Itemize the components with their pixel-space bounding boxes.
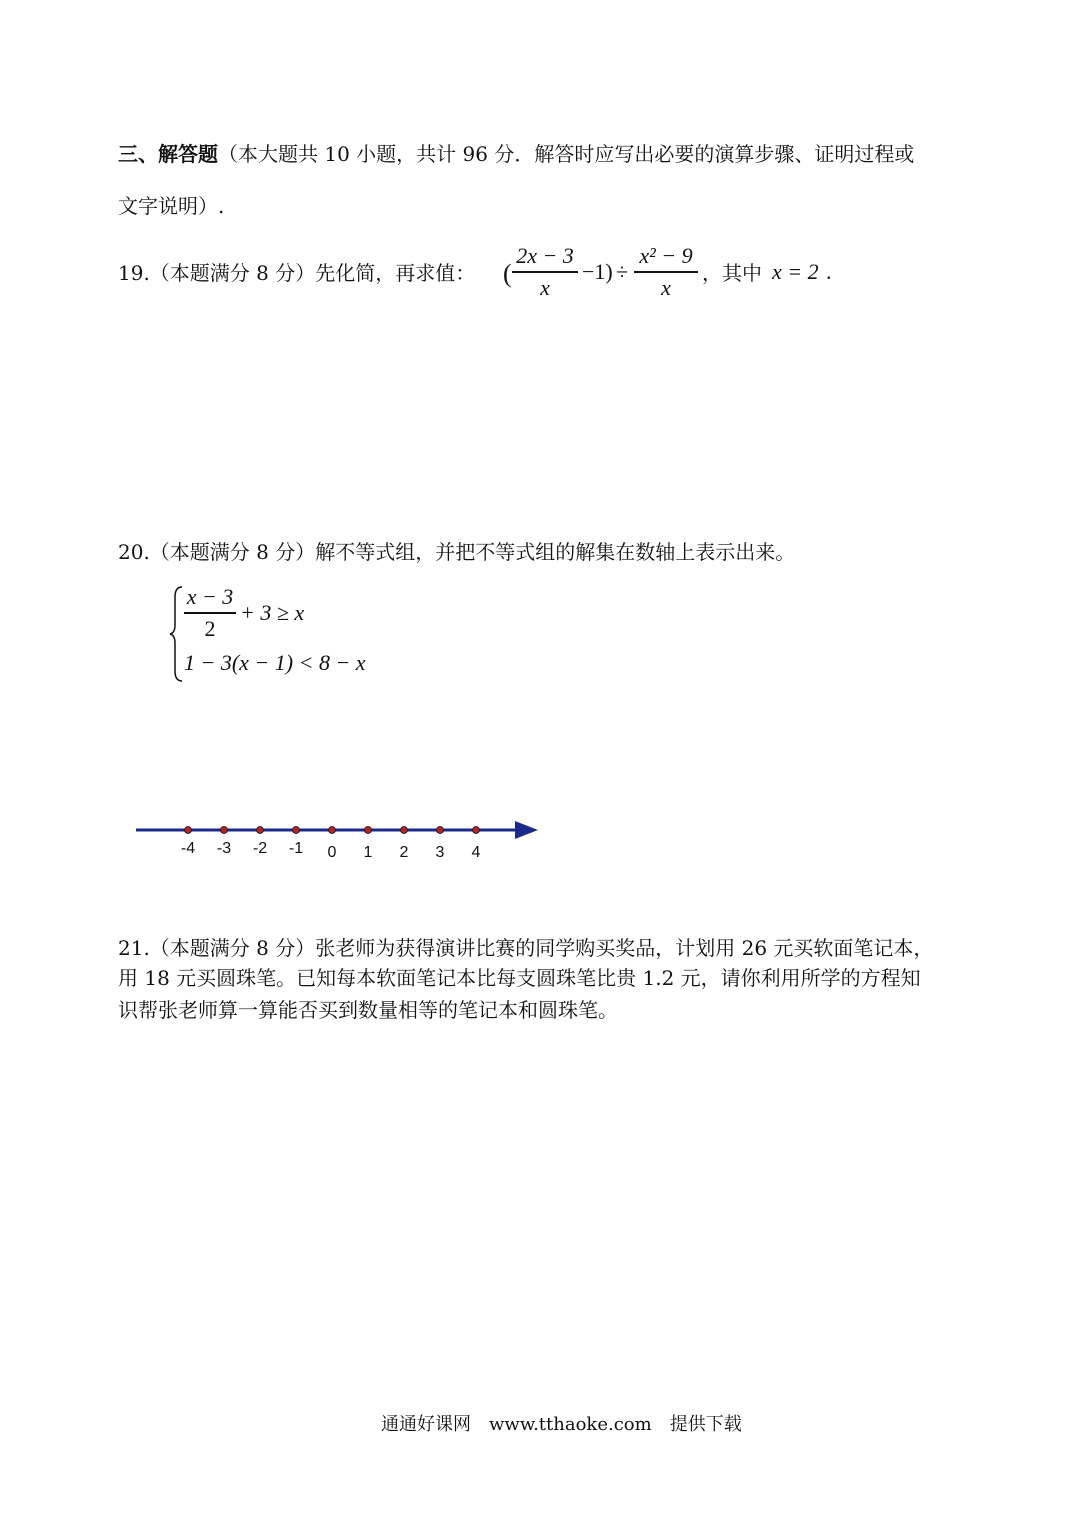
section-intro-line2: 文字说明）. (118, 194, 225, 218)
q19-frac2-bar (634, 271, 698, 273)
q19-frac1-bar (512, 271, 578, 273)
number-line-tick-label: -4 (180, 840, 196, 857)
q21-line3: 识帮张老师算一算能否买到数量相等的笔记本和圆珠笔。 (118, 998, 618, 1022)
q19-minus-one: −1) (582, 259, 613, 284)
number-line-point (365, 827, 372, 834)
number-line-tick-label: -2 (252, 840, 268, 857)
number-line-point (473, 827, 480, 834)
q21-line2: 用 18 元买圆珠笔。已知每本软面笔记本比每支圆珠笔比贵 1.2 元，请你利用所学的方程知 (118, 966, 921, 990)
number-line-point (401, 827, 408, 834)
number-line-arrow (515, 821, 538, 839)
q20-ineq1-numerator: x − 3 (186, 584, 234, 609)
q19-prefix: 19.（本题满分 8 分）先化简，再求值： (118, 261, 476, 285)
q20-prefix: 20.（本题满分 8 分）解不等式组，并把不等式组的解集在数轴上表示出来。 (118, 540, 796, 564)
number-line-point (437, 827, 444, 834)
q19-condition: x = 2 (772, 259, 819, 284)
q19-divide: ÷ (616, 259, 629, 284)
q19-suffix: ，其中 (702, 261, 762, 285)
q19-open-paren: ( (503, 259, 512, 288)
number-line-tick-label: 2 (399, 844, 409, 861)
number-line-tick-label: 3 (435, 844, 445, 861)
q20-ineq1-bar (184, 612, 236, 614)
q20-ineq1-denominator: 2 (204, 615, 216, 641)
number-line-point (329, 827, 336, 834)
number-line-tick-label: -3 (216, 840, 232, 857)
footer-credit: 通通好课网 www.tthaoke.com 提供下载 (381, 1414, 742, 1435)
number-line-tick-label: 0 (327, 844, 337, 861)
number-line-tick-label: 1 (363, 844, 373, 861)
q19-fraction-2 (634, 243, 698, 301)
q21-line1: 21.（本题满分 8 分）张老师为获得演讲比赛的同学购买奖品，计划用 26 元买软面笔记本， (118, 936, 934, 960)
q20-inequality-1-rest: + 3 ≥ x (240, 600, 305, 625)
q19-frac1-denominator: x (540, 274, 550, 300)
number-line-tick-label: -1 (288, 840, 304, 857)
inequality-brace (168, 585, 184, 683)
number-line-tick-label: 4 (471, 844, 481, 861)
section-header (118, 140, 914, 168)
number-line-point (293, 827, 300, 834)
q19-frac2-numerator: x² − 9 (639, 243, 693, 268)
q20-inequality-2: 1 − 3(x − 1) < 8 − x (184, 650, 366, 675)
q19-end: . (826, 259, 832, 284)
q19-frac2-denominator: x (661, 274, 671, 300)
q19-frac1-numerator: 2x − 3 (516, 243, 574, 268)
number-line-point (221, 827, 228, 834)
q20-inequality-1-fraction (184, 584, 236, 642)
q19-fraction-1 (512, 243, 578, 301)
number-line-point (185, 827, 192, 834)
section-title: 三、解答题 (118, 142, 218, 166)
number-line-point (257, 827, 264, 834)
section-intro-line1: （本大题共 10 小题，共计 96 分．解答时应写出必要的演算步骤、证明过程或 (218, 142, 915, 166)
